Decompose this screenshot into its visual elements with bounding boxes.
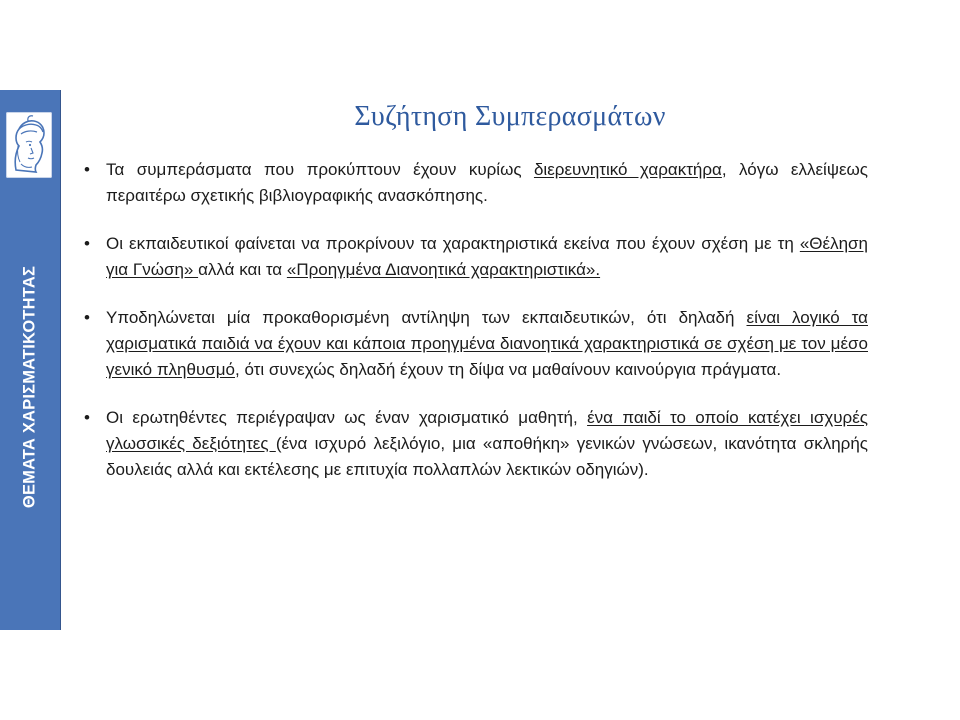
bullet-text: Οι εκπαιδευτικοί φαίνεται να προκρίνουν τα χαρακτηριστικά εκείνα που έχουν σχέση με τη bbox=[106, 234, 800, 253]
bullet-marker: • bbox=[84, 234, 90, 253]
bullet-text: , λόγω ελλείψεως περαιτέρω σχετικής βιβλιογραφικής ανασκόπησης. bbox=[106, 160, 868, 205]
bullet-text: Οι ερωτηθέντες περιέγραψαν ως έναν χαρισματικό μαθητή, bbox=[106, 408, 588, 427]
bullet-text: Τα συμπεράσματα που προκύπτουν έχουν κυρίως bbox=[106, 160, 534, 179]
underlined-text: διερευνητικό χαρακτήρα bbox=[533, 160, 722, 179]
bullet-text: (ένα ισχυρό λεξιλόγιο, μια «αποθήκη» γενικών γνώσεων, ικανότητα σκληρής δουλειάς αλλά και εκτέλεσης με επιτυχία πολλαπλών λεκτικών οδηγιών). bbox=[106, 434, 869, 479]
bullet-marker: • bbox=[84, 408, 90, 427]
bullet-item bbox=[82, 157, 868, 209]
slide-title: Συζήτηση Συμπερασμάτων bbox=[354, 101, 666, 132]
sidebar-vertical-label: ΘΕΜΑΤΑ ΧΑΡΙΣΜΑΤΙΚΟΤΗΤΑΣ bbox=[20, 265, 39, 509]
underlined-text: είναι λογικό τα χαρισματικά παιδιά να έχουν και κάποια προηγμένα διανοητικά χαρακτηριστικά σε σχέση με τον μέσο γενικό πληθυσμό bbox=[106, 308, 868, 379]
bullet-marker: • bbox=[84, 308, 90, 327]
underlined-text: ένα παιδί το οποίο κατέχει ισχυρές γλωσσικές δεξιότητες bbox=[106, 408, 868, 453]
bullet-text: Υποδηλώνεται μία προκαθορισμένη αντίληψη των εκπαιδευτικών, ότι δηλαδή bbox=[106, 308, 747, 327]
athena-head-logo-icon bbox=[6, 112, 52, 178]
underlined-text: «Προηγμένα Διανοητικά χαρακτηριστικά». bbox=[286, 260, 601, 279]
bullet-text: αλλά και τα bbox=[198, 260, 287, 279]
bullet-list bbox=[82, 157, 868, 505]
bullet-text: , ότι συνεχώς δηλαδή έχουν τη δίψα να μαθαίνουν καινούργια πράγματα. bbox=[235, 360, 782, 379]
bullet-marker: • bbox=[84, 160, 90, 179]
bullet-item bbox=[82, 405, 868, 483]
underlined-text: «Θέληση για Γνώση» bbox=[106, 234, 868, 279]
bullet-item bbox=[82, 231, 868, 283]
bullet-item bbox=[82, 305, 868, 383]
